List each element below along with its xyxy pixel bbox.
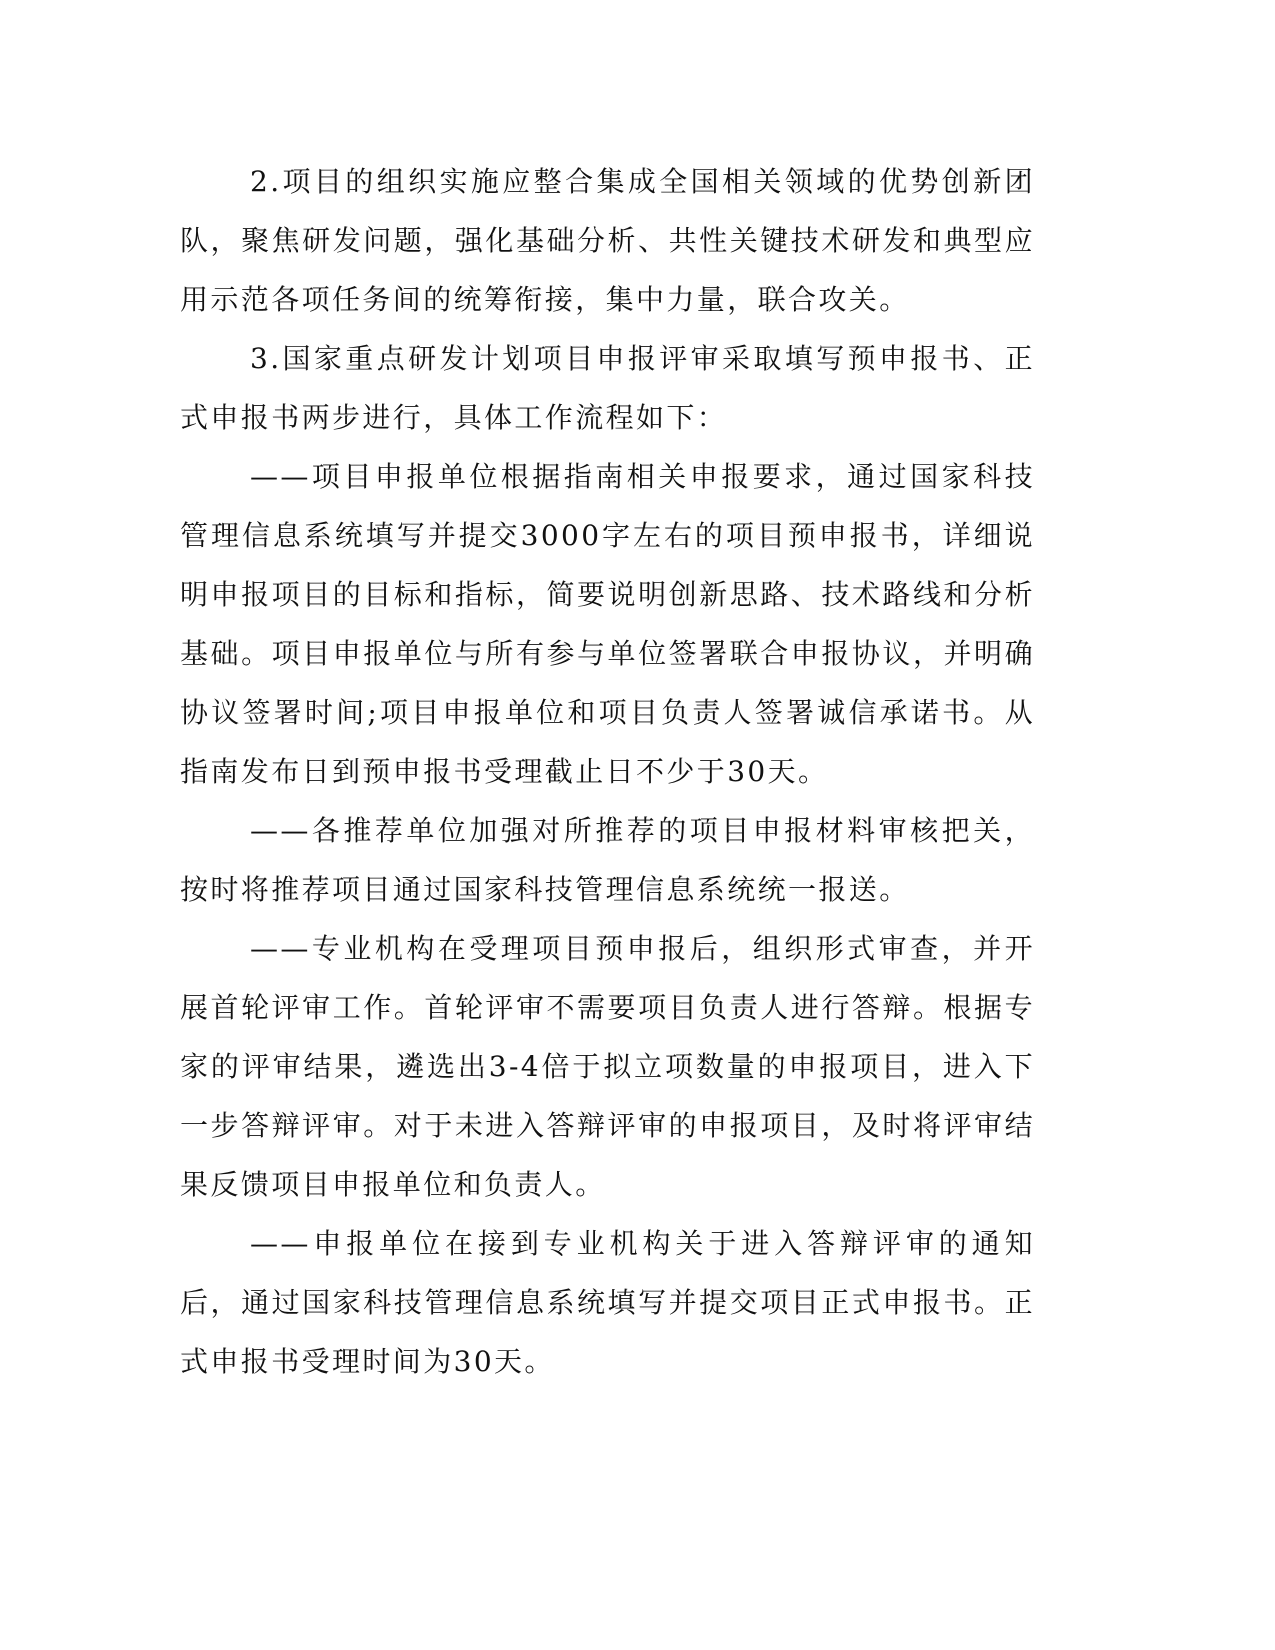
- paragraph-item-3-review-process: 3.国家重点研发计划项目申报评审采取填写预申报书、正式申报书两步进行，具体工作流程如下：: [180, 342, 1035, 434]
- paragraph-pre-application: ——项目申报单位根据指南相关申报要求，通过国家科技管理信息系统填写并提交3000字左右的项目预申报书，详细说明申报项目的目标和指标，简要说明创新思路、技术路线和分析基础。项目申报单位与所有参与单位签署联合申报协议，并明确协议签署时间;项目申报单位和项目负责人签署诚信承诺书。从指南发布日到预申报书受理截止日不少于30天。: [180, 460, 1035, 788]
- paragraph-item-2-integration: 2.项目的组织实施应整合集成全国相关领域的优势创新团队，聚焦研发问题，强化基础分析、共性关键技术研发和典型应用示范各项任务间的统筹衔接，集中力量，联合攻关。: [180, 165, 1035, 316]
- paragraph-formal-application: ——申报单位在接到专业机构关于进入答辩评审的通知后，通过国家科技管理信息系统填写并提交项目正式申报书。正式申报书受理时间为30天。: [180, 1227, 1035, 1378]
- document-body: [180, 152, 1035, 1391]
- paragraph-recommendation-units: ——各推荐单位加强对所推荐的项目申报材料审核把关，按时将推荐项目通过国家科技管理信息系统统一报送。: [180, 814, 1035, 906]
- paragraph-first-round-review: ——专业机构在受理项目预申报后，组织形式审查，并开展首轮评审工作。首轮评审不需要项目负责人进行答辩。根据专家的评审结果，遴选出3-4倍于拟立项数量的申报项目，进入下一步答辩评审。对于未进入答辩评审的申报项目，及时将评审结果反馈项目申报单位和负责人。: [180, 932, 1035, 1201]
